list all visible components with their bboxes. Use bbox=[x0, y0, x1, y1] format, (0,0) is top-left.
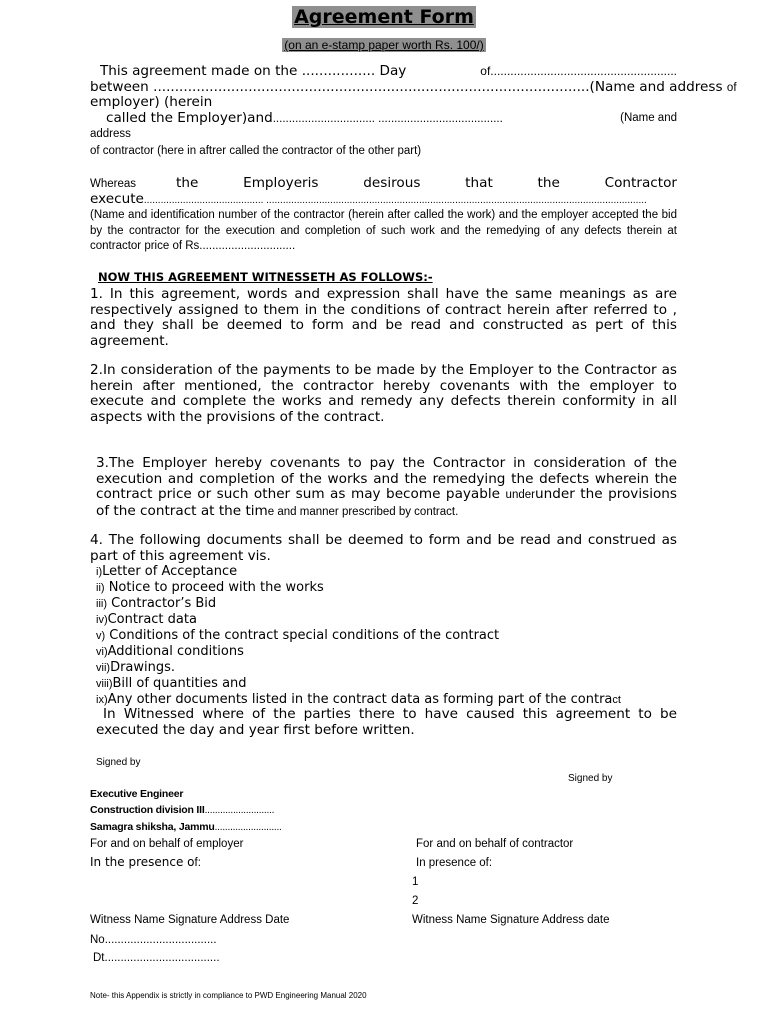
witness-number-2: 2 bbox=[412, 895, 419, 907]
doc-item-2: ii) Notice to proceed with the works bbox=[96, 580, 324, 595]
doc-item-3: iii) Contractor’s Bid bbox=[96, 596, 217, 611]
behalf-contractor: For and on behalf of contractor bbox=[416, 838, 574, 850]
closing-statement: In Witnessed where of the parties there to have caused this agreement to be executed the day and year first before written. bbox=[96, 706, 677, 738]
presence-employer: In the presence of: bbox=[90, 855, 201, 869]
intro-line-5: address bbox=[90, 128, 131, 140]
witness-columns-contractor: Witness Name Signature Address date bbox=[412, 914, 610, 926]
behalf-employer: For and on behalf of employer bbox=[90, 838, 244, 850]
doc-item-5: v) Conditions of the contract special conditions of the contract bbox=[96, 628, 500, 643]
doc-item-1: i)Letter of Acceptance bbox=[96, 564, 238, 579]
doc-item-8: viii)Bill of quantities and bbox=[96, 676, 247, 691]
officer-title: Executive Engineer bbox=[90, 788, 184, 800]
clause-4: 4. The following documents shall be deemed to form and be read and construed as part of this agreement vis. bbox=[90, 532, 677, 564]
division-line: Construction division III........................... bbox=[90, 804, 275, 816]
doc-item-6: vi)Additional conditions bbox=[96, 644, 244, 659]
doc-item-9: ix)Any other documents listed in the contract data as forming part of the contract bbox=[96, 692, 621, 707]
doc-item-7: vii)Drawings. bbox=[96, 660, 176, 675]
whereas-body: (Name and identification number of the contractor (herein after called the work) and the employer accepted the bid by the contractor for the execution and completion of such work and the remedying of any defects therein at contractor price of Rs.............................. bbox=[90, 209, 677, 252]
clause-2: 2.In consideration of the payments to be made by the Employer to the Contractor as herein after mentioned, the contractor hereby covenants with the employer to execute and complete the works and remedy any defects therein conformity in all aspects with the provisions of the contract. bbox=[90, 362, 677, 425]
signed-by-employer: Signed by bbox=[96, 757, 141, 768]
office-line: Samagra shiksha, Jammu.......................... bbox=[90, 821, 282, 833]
intro-line-4: called the Employer)and................................ ....................................... (Name and bbox=[106, 110, 677, 126]
intro-date-text: This agreement made on the ................. Day bbox=[100, 63, 407, 79]
witness-columns-employer: Witness Name Signature Address Date bbox=[90, 914, 290, 926]
number-line: No................................... bbox=[90, 934, 217, 946]
whereas-line-1: Whereas the Employeris desirous that the Contractor bbox=[90, 175, 677, 191]
intro-line-1 bbox=[100, 64, 677, 80]
witnesseth-heading: NOW THIS AGREEMENT WITNESSETH AS FOLLOWS:- bbox=[98, 270, 433, 284]
intro-line-2: between .....................................................................................................(Name and address of bbox=[90, 79, 737, 95]
intro-line-3: employer) (herein bbox=[90, 94, 213, 110]
intro-line-6: of contractor (here in aftrer called the contractor of the other part) bbox=[90, 145, 422, 157]
witness-number-1: 1 bbox=[412, 876, 419, 888]
presence-contractor: In presence of: bbox=[416, 857, 493, 869]
document-title: Agreement Form bbox=[294, 6, 474, 28]
footer-note: Note- this Appendix is strictly in compliance to PWD Engineering Manual 2020 bbox=[90, 991, 367, 1000]
doc-item-4: iv)Contract data bbox=[96, 612, 197, 627]
intro-day-dots: of........................................................ bbox=[480, 64, 677, 78]
whereas-line-2: execute........................................... ......................................................................................................................................... bbox=[90, 191, 647, 207]
clause-1: 1. In this agreement, words and expression shall have the same meanings as are respectively assigned to them in the conditions of contract herein after referred to , and they shall be deemed to form and be read and constructed as pert of this agreement. bbox=[90, 286, 677, 349]
document-subtitle: (on an e-stamp paper worth Rs. 100/) bbox=[284, 38, 484, 52]
signed-by-contractor: Signed by bbox=[568, 773, 613, 784]
clause-3: 3.The Employer hereby covenants to pay the Contractor in consideration of the execution and completion of the works and the remedying the defects wherein the contract price or such other sum as may become payable underunder the provisions of the contract at the time and manner prescribed by contract. bbox=[96, 455, 677, 519]
date-line: Dt.................................... bbox=[93, 952, 220, 964]
